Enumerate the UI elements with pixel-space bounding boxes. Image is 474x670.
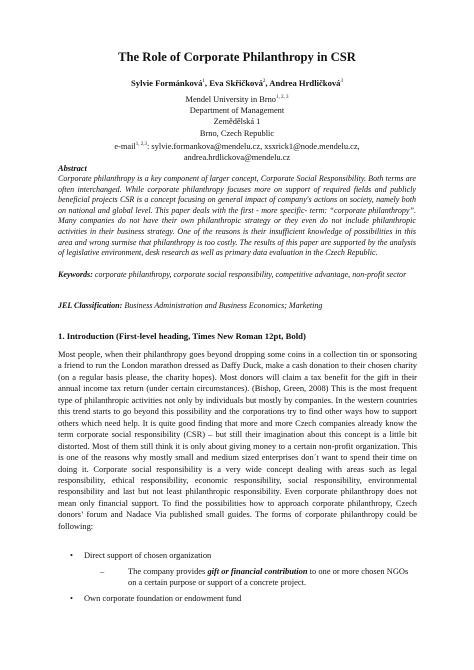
affiliation-email-line-2: andrea.hrdlickova@mendelu.cz [183,153,291,163]
affiliation-city: Brno, Czech Republic [199,128,275,138]
jel-classification [58,301,416,312]
abstract-heading: Abstract [58,164,87,173]
emphasis-text: gift or financial contribution [207,566,308,576]
jel-label: JEL Classification: [58,301,123,310]
list-item-text: Own corporate foundation or endowment fund [83,593,242,603]
jel-text: Business Administration and Business Economics; Marketing [122,301,323,310]
sub-list-item-text: The company provides gift or financial contribution to one or more chosen NGOs on a certain purpose or support of a concrete project. [128,566,409,588]
affiliation-email-line: e-mail$^{1, 2,3}$: sylvie.formankova@mendelu.cz, xsxrick1@node.mendelu.cz, [114,141,360,151]
affiliation-street: Zemědělská 1 [213,117,261,127]
affiliation-university: Mendel University in Brno$^{1, 2, 3}$ [185,94,289,104]
list-item [70,550,211,560]
keywords [58,270,416,281]
affiliation-block [0,92,474,163]
keywords-label: Keywords: [58,270,93,279]
dash-icon: – [100,566,105,576]
list-item [70,593,241,603]
sub-list-item [100,566,416,589]
bullet-icon: • [70,593,73,603]
author-sup: 1 [202,79,205,85]
keywords-text: corporate philanthropy, corporate social responsibility, competitive advantage, non-profit sector [92,270,407,279]
author-name: Sylvie Formánková [131,78,203,88]
intro-paragraph: Most people, when their philanthropy goes beyond dropping some coins in a collection tin or sponsoring a friend to run the London marathon dressed as Daffy Duck, make a cash donation to their chosen charity (on a regular basis please, the charity hopes). Most donors will claim a tax benefit for the gift in their annual income tax return (under certain circumstances). (Bishop, Green, 2008) This is the most frequent type of philanthropic activities not only by individuals but mostly by companies. In the western countries this trend starts to go beyond this possibility and the corporations try to find other ways how to support others which need help. It is quite good finding that more and more Czech companies already know the term corporate social responsibility (CSR) – but still their imagination about this concept is a little bit distorted. Most of them still think it is only about giving money to a certain non-profit organization. This is one of the reasons why mostly small and medium sized enterprises don´t want to spend their time on doing it. Corporate social responsibility is a very wide concept dealing with areas such as legal responsibility, ethical responsibility, economic responsibility, social responsibility, environmental responsibility and last but not least philanthropic responsibility. Even corporate philanthropy does not mean only financial support. To find the possibilities how to approach corporate philanthropy, Czech donors’ forum and Nadace Via published small guides. The forms of corporate philanthropy could be following: [58,349,417,531]
author-sup: 2 [262,79,266,85]
author-sup: 3 [340,79,343,85]
abstract-text: Corporate philanthropy is a key component of larger concept, Corporate Social Responsibility. Both terms are often interchanged. While corporate philanthropy focuses more on support of required fields and publicly beneficial projects CSR is a concept focusing on general impact of company's actions on society, namely both on national and global level. This paper deals with the first - more specific- term: “corporate philanthropy”. Many companies do not have their own philanthropic strategy or they even do not include philanthropic activities in their business strategy. One of the reasons is their insufficient knowledge of possibilities in this area and wrong surmise that philanthropy is too costly. The results of this paper are supported by the analysis of legislative environment, desk research as well as primary data evaluation in the Czech Republic. [58,174,416,258]
author-name: Andrea Hrdličková [269,78,341,88]
affiliation-department: Department of Management [189,106,285,116]
author-name: Eva Skřičková [209,78,263,88]
bullet-icon: • [70,550,73,560]
paper-title: The Role of Corporate Philanthropy in CSR [118,50,356,64]
list-item-text: Direct support of chosen organization [83,550,212,560]
author-list: Sylvie Formánková$^1$, Eva Skřičková$^2$, Andrea Hrdličková$^3$ [131,78,343,88]
section-heading: 1. Introduction (First-level heading, Times New Roman 12pt, Bold) [58,331,306,341]
